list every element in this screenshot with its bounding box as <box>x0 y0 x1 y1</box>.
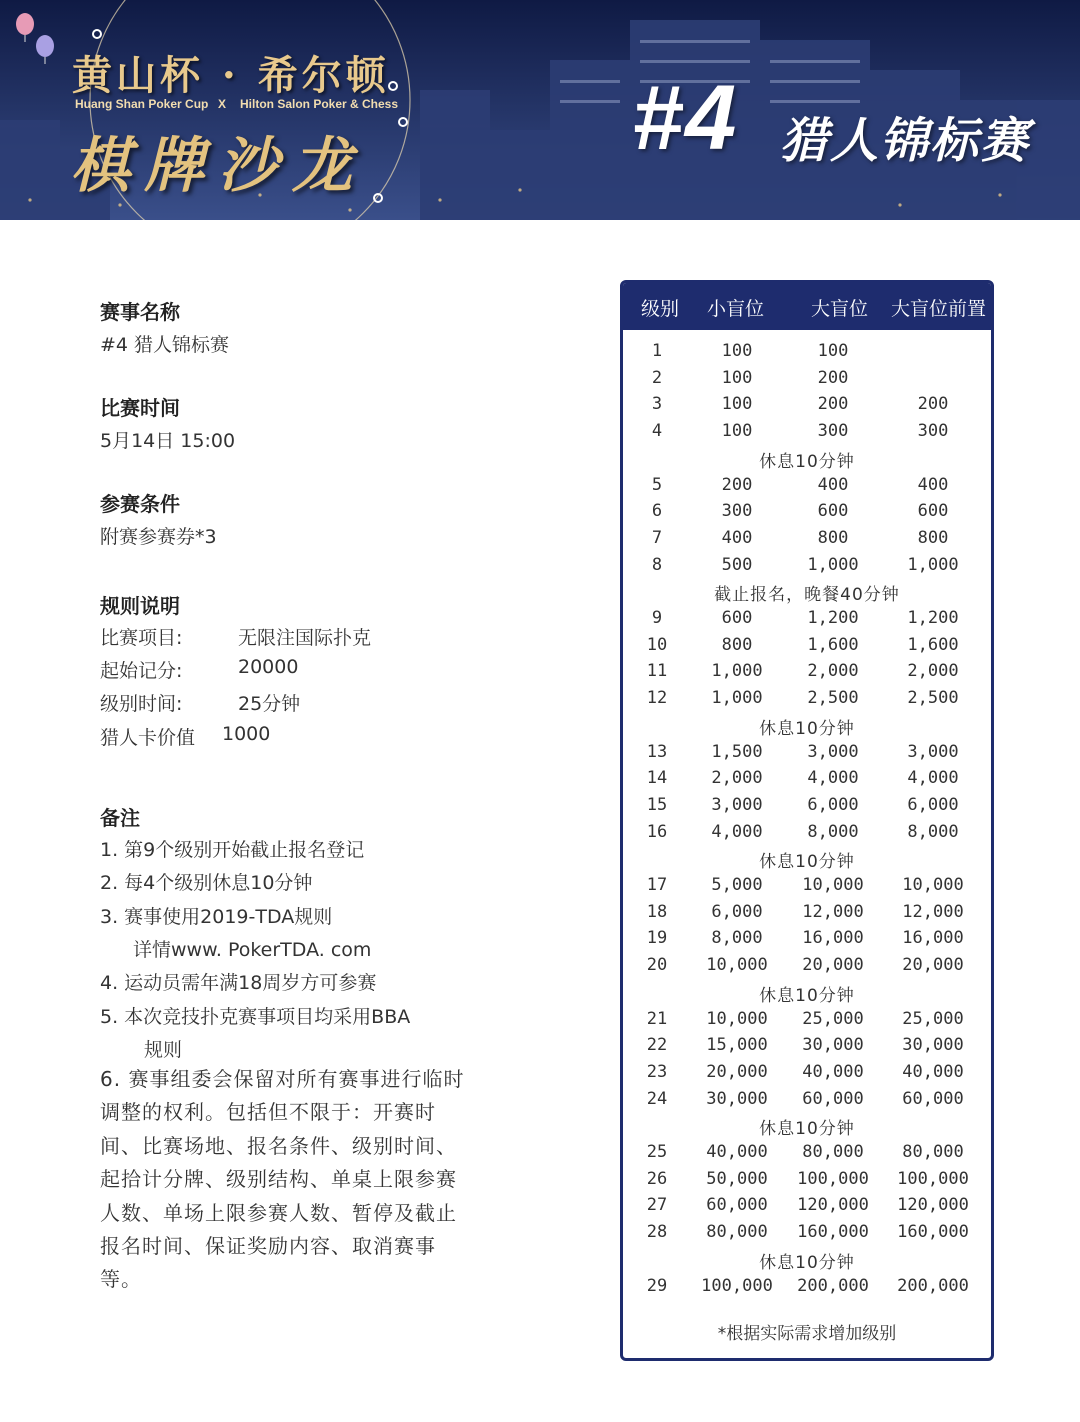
level-cell: 1 <box>651 341 663 361</box>
break-row: 休息10分钟 <box>759 852 855 873</box>
table-row <box>623 1142 991 1168</box>
ante-cell: 20,000 <box>902 955 964 976</box>
note-item: 1. 第9个级别开始截止报名登记 <box>100 839 365 861</box>
note-item-6: 6. 赛事组委会保留对所有赛事进行临时调整的权利。包括但不限于：开赛时间、比赛场地、报名条件、级别时间、起拾计分牌、级别结构、单桌上限参赛人数、单场上限参赛人数、暂停及截止报名时间、保证奖励内容、取消赛事等。 <box>100 1067 465 1292</box>
level-cell: 2 <box>651 367 663 388</box>
big-blind-cell: 6,000 <box>807 794 859 815</box>
table-row <box>623 1169 991 1195</box>
header-big-blind: 大盲位 <box>811 298 869 320</box>
level-cell: 5 <box>651 474 663 495</box>
big-blind-cell: 160,000 <box>797 1222 869 1243</box>
ante-cell: 300 <box>917 421 949 442</box>
big-blind-cell: 16,000 <box>802 928 864 949</box>
level-cell: 14 <box>646 768 668 789</box>
break-row: 休息10分钟 <box>759 985 855 1006</box>
table-row <box>623 1062 991 1088</box>
ante-cell: 16,000 <box>902 928 964 949</box>
level-cell: 13 <box>646 741 668 762</box>
table-row <box>623 795 991 821</box>
table-row <box>623 1276 991 1302</box>
ante-cell: 25,000 <box>902 1008 964 1029</box>
ante-cell: 40,000 <box>902 1061 964 1082</box>
level-cell: 17 <box>646 875 668 895</box>
small-blind-cell: 80,000 <box>706 1222 768 1243</box>
small-blind-cell: 500 <box>721 554 753 575</box>
table-footnote: *根据实际需求增加级别 <box>717 1324 897 1344</box>
table-row <box>623 528 991 554</box>
break-row: 休息10分钟 <box>759 451 855 472</box>
big-blind-cell: 2,500 <box>807 688 859 709</box>
time-value: 5月14日 15:00 <box>100 430 236 452</box>
big-blind-cell: 40,000 <box>802 1061 864 1082</box>
ante-cell: 60,000 <box>902 1088 964 1109</box>
table-row <box>623 555 991 581</box>
table-row <box>623 875 991 901</box>
big-blind-cell: 200 <box>817 394 849 415</box>
rule-value: 无限注国际扑克 <box>238 627 372 649</box>
level-cell: 18 <box>646 901 668 922</box>
big-blind-cell: 12,000 <box>802 901 864 922</box>
level-cell: 8 <box>651 554 663 575</box>
big-blind-cell: 20,000 <box>802 955 864 976</box>
level-cell: 25 <box>646 1142 668 1162</box>
big-blind-cell: 200,000 <box>797 1275 869 1296</box>
level-cell: 23 <box>646 1061 668 1082</box>
level-cell: 26 <box>646 1168 668 1189</box>
ante-cell: 3,000 <box>907 741 959 762</box>
event-number: #4 <box>632 67 739 169</box>
entry-value: 附赛参赛券*3 <box>100 526 217 548</box>
table-row <box>623 955 991 981</box>
level-cell: 3 <box>651 394 663 415</box>
table-row <box>623 1035 991 1061</box>
small-blind-cell: 300 <box>721 501 753 522</box>
table-row <box>623 1195 991 1221</box>
level-cell: 4 <box>651 421 663 442</box>
table-row <box>623 608 991 634</box>
table-row <box>623 902 991 928</box>
small-blind-cell: 40,000 <box>706 1142 768 1162</box>
small-blind-cell: 400 <box>721 527 753 548</box>
small-blind-cell: 1,000 <box>711 661 763 682</box>
big-blind-cell: 800 <box>817 527 849 548</box>
table-row <box>623 928 991 954</box>
name-label: 赛事名称 <box>100 300 180 324</box>
level-cell: 28 <box>646 1222 668 1243</box>
table-row <box>623 394 991 420</box>
event-title: 猎人锦标赛 <box>780 113 1031 169</box>
ante-cell: 10,000 <box>902 875 964 895</box>
big-blind-cell: 120,000 <box>797 1195 869 1216</box>
entry-label: 参赛条件 <box>100 492 180 516</box>
ante-cell: 1,600 <box>907 634 959 655</box>
ante-cell: 4,000 <box>907 768 959 789</box>
note-item: 规则 <box>144 1039 183 1061</box>
notes-label: 备注 <box>100 806 140 830</box>
small-blind-cell: 60,000 <box>706 1195 768 1216</box>
rule-key: 比赛项目: <box>100 627 183 649</box>
ante-cell: 1,000 <box>907 554 959 575</box>
ante-cell: 6,000 <box>907 794 959 815</box>
big-blind-cell: 400 <box>817 474 849 495</box>
big-blind-cell: 30,000 <box>802 1035 864 1056</box>
ante-cell: 400 <box>917 474 949 495</box>
break-row: 休息10分钟 <box>759 718 855 739</box>
header-level: 级别 <box>641 298 680 320</box>
small-blind-cell: 100 <box>721 367 753 388</box>
ante-cell: 30,000 <box>902 1035 964 1056</box>
name-value: #4 猎人锦标赛 <box>100 334 230 356</box>
big-blind-cell: 100 <box>817 341 849 361</box>
small-blind-cell: 3,000 <box>711 794 763 815</box>
rule-key: 级别时间: <box>100 693 183 715</box>
header-small-blind: 小盲位 <box>707 298 765 320</box>
note-item: 2. 每4个级别休息10分钟 <box>100 872 313 894</box>
ante-cell: 2,000 <box>907 661 959 682</box>
break-row: 休息10分钟 <box>759 1252 855 1273</box>
rule-value: 1000 <box>222 723 271 745</box>
note-item: 4. 运动员需年满18周岁方可参赛 <box>100 972 377 994</box>
table-row <box>623 1009 991 1035</box>
level-cell: 22 <box>646 1035 668 1056</box>
ante-cell: 200,000 <box>897 1275 969 1296</box>
big-blind-cell: 1,600 <box>807 634 859 655</box>
note-item: 3. 赛事使用2019-TDA规则 <box>100 906 333 928</box>
level-cell: 9 <box>651 608 663 628</box>
level-cell: 11 <box>646 661 668 682</box>
logo-sub-right: Hilton Salon Poker & Chess <box>240 97 399 111</box>
small-blind-cell: 10,000 <box>706 955 768 976</box>
level-cell: 10 <box>646 634 668 655</box>
level-cell: 20 <box>646 955 668 976</box>
table-row <box>623 822 991 848</box>
table-row <box>623 1222 991 1248</box>
table-row <box>623 688 991 714</box>
ante-cell: 1,200 <box>907 608 959 628</box>
level-cell: 24 <box>646 1088 668 1109</box>
table-row <box>623 742 991 768</box>
table-row <box>623 661 991 687</box>
big-blind-cell: 10,000 <box>802 875 864 895</box>
level-cell: 7 <box>651 527 663 548</box>
rules-label: 规则说明 <box>100 594 180 618</box>
level-cell: 16 <box>646 821 668 842</box>
header-banner <box>0 0 1080 220</box>
table-row <box>623 635 991 661</box>
level-cell: 15 <box>646 794 668 815</box>
logo-title-bottom: 棋牌沙龙 <box>70 131 366 201</box>
table-row <box>623 501 991 527</box>
small-blind-cell: 6,000 <box>711 901 763 922</box>
ante-cell: 800 <box>917 527 949 548</box>
ante-cell: 200 <box>917 394 949 415</box>
blind-structure-table <box>620 280 994 1361</box>
big-blind-cell: 100,000 <box>797 1168 869 1189</box>
small-blind-cell: 8,000 <box>711 928 763 949</box>
table-row <box>623 1089 991 1115</box>
logo-sub-x: X <box>218 97 227 111</box>
small-blind-cell: 15,000 <box>706 1035 768 1056</box>
small-blind-cell: 100 <box>721 341 753 361</box>
table-header <box>623 283 991 330</box>
ante-cell: 12,000 <box>902 901 964 922</box>
ante-cell: 2,500 <box>907 688 959 709</box>
rule-value: 20000 <box>238 656 299 678</box>
small-blind-cell: 50,000 <box>706 1168 768 1189</box>
level-cell: 12 <box>646 688 668 709</box>
small-blind-cell: 5,000 <box>711 875 763 895</box>
rule-value: 25分钟 <box>238 693 301 715</box>
table-row <box>623 768 991 794</box>
level-cell: 6 <box>651 501 663 522</box>
table-row <box>623 341 991 367</box>
small-blind-cell: 1,000 <box>711 688 763 709</box>
header-big-blind-ante: 大盲位前置 <box>891 298 987 320</box>
big-blind-cell: 4,000 <box>807 768 859 789</box>
big-blind-cell: 60,000 <box>802 1088 864 1109</box>
big-blind-cell: 200 <box>817 367 849 388</box>
table-row <box>623 421 991 447</box>
rule-key: 猎人卡价值 <box>100 727 196 749</box>
note-item: 5. 本次竞技扑克赛事项目均采用BBA <box>100 1006 411 1028</box>
ante-cell: 160,000 <box>897 1222 969 1243</box>
time-label: 比赛时间 <box>100 396 180 420</box>
small-blind-cell: 800 <box>721 634 753 655</box>
ante-cell: 100,000 <box>897 1168 969 1189</box>
break-row: 截止报名，晚餐40分钟 <box>714 585 900 606</box>
small-blind-cell: 2,000 <box>711 768 763 789</box>
small-blind-cell: 1,500 <box>711 741 763 762</box>
big-blind-cell: 80,000 <box>802 1142 864 1162</box>
table-row <box>623 368 991 394</box>
logo-sub-left: Huang Shan Poker Cup <box>75 97 209 111</box>
ante-cell: 600 <box>917 501 949 522</box>
small-blind-cell: 100 <box>721 394 753 415</box>
small-blind-cell: 100,000 <box>701 1275 773 1296</box>
ante-cell: 80,000 <box>902 1142 964 1162</box>
small-blind-cell: 10,000 <box>706 1008 768 1029</box>
level-cell: 21 <box>646 1008 668 1029</box>
big-blind-cell: 300 <box>817 421 849 442</box>
level-cell: 19 <box>646 928 668 949</box>
ante-cell: 120,000 <box>897 1195 969 1216</box>
level-cell: 27 <box>646 1195 668 1216</box>
small-blind-cell: 20,000 <box>706 1061 768 1082</box>
big-blind-cell: 25,000 <box>802 1008 864 1029</box>
level-cell: 29 <box>646 1275 668 1296</box>
small-blind-cell: 4,000 <box>711 821 763 842</box>
ante-cell: 8,000 <box>907 821 959 842</box>
small-blind-cell: 100 <box>721 421 753 442</box>
rule-key: 起始记分: <box>100 660 183 682</box>
small-blind-cell: 600 <box>721 608 753 628</box>
logo-title-top: 黄山杯 · 希尔顿 <box>72 52 390 99</box>
big-blind-cell: 1,200 <box>807 608 859 628</box>
big-blind-cell: 1,000 <box>807 554 859 575</box>
big-blind-cell: 600 <box>817 501 849 522</box>
table-row <box>623 475 991 501</box>
break-row: 休息10分钟 <box>759 1119 855 1140</box>
big-blind-cell: 8,000 <box>807 821 859 842</box>
big-blind-cell: 2,000 <box>807 661 859 682</box>
small-blind-cell: 30,000 <box>706 1088 768 1109</box>
big-blind-cell: 3,000 <box>807 741 859 762</box>
note-item: 详情www. PokerTDA. com <box>133 939 372 961</box>
small-blind-cell: 200 <box>721 474 753 495</box>
